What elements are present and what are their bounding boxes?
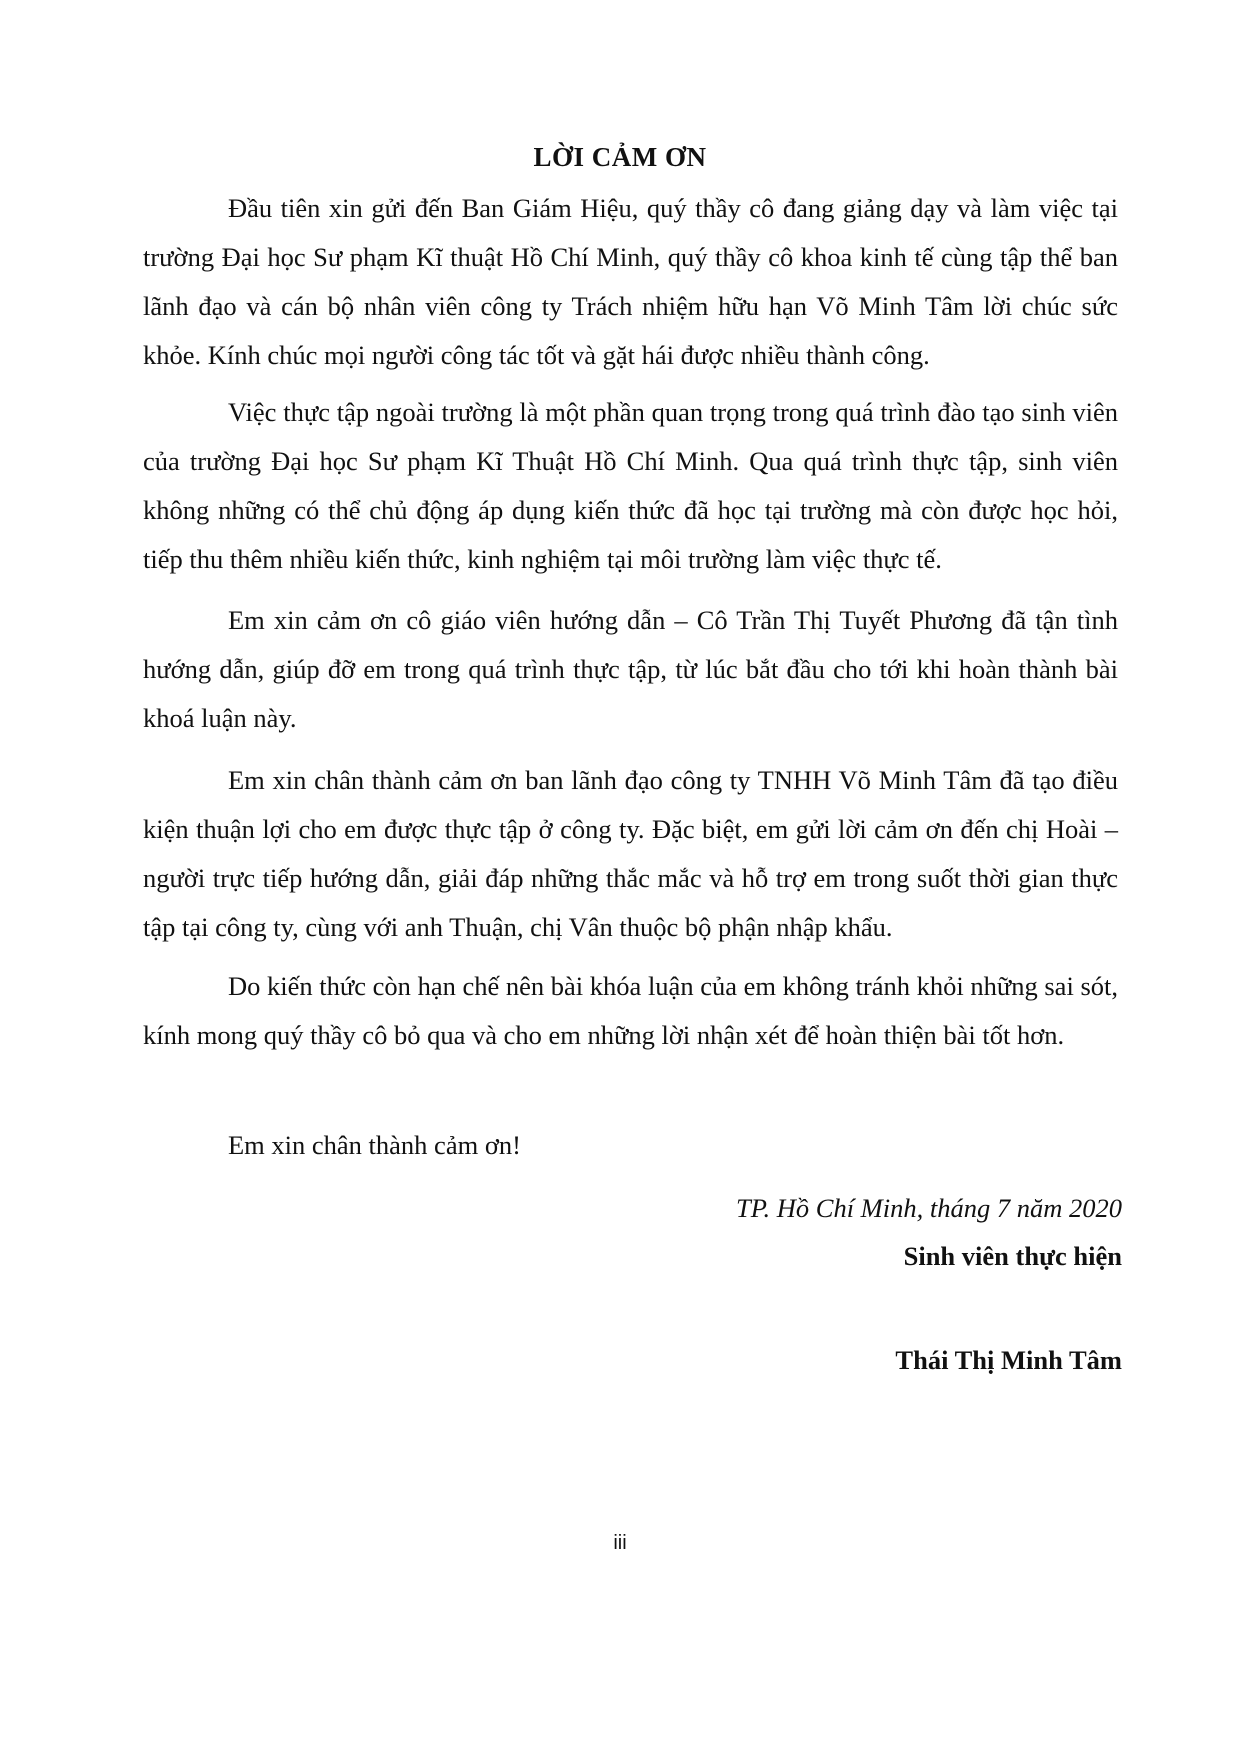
paragraph-internship: Việc thực tập ngoài trường là một phần quan trọng trong quá trình đào tạo sinh viên của trường Đại học Sư phạm Kĩ Thuật Hồ Chí Minh. Qua quá trình thực tập, sinh viên không những có thể chủ động áp dụng kiến thức đã học tại trường mà còn được học hỏi, tiếp thu thêm nhiều kiến thức, kinh nghiệm tại môi trường làm việc thực tế. bbox=[143, 397, 1118, 574]
paragraph-closing: Em xin chân thành cảm ơn! bbox=[228, 1130, 521, 1160]
page-number: iii bbox=[613, 1532, 627, 1554]
signer-role: Sinh viên thực hiện bbox=[903, 1241, 1122, 1271]
paragraph-company-thanks: Em xin chân thành cảm ơn ban lãnh đạo công ty TNHH Võ Minh Tâm đã tạo điều kiện thuận lợi cho em được thực tập ở công ty. Đặc biệt, em gửi lời cảm ơn đến chị Hoài – người trực tiếp hướng dẫn, giải đáp những thắc mắc và hỗ trợ em trong suốt thời gian thực tập tại công ty, cùng với anh Thuận, chị Vân thuộc bộ phận nhập khẩu. bbox=[143, 765, 1118, 942]
paragraph-advisor-thanks: Em xin cảm ơn cô giáo viên hướng dẫn – Cô Trần Thị Tuyết Phương đã tận tình hướng dẫn, giúp đỡ em trong quá trình thực tập, từ lúc bắt đầu cho tới khi hoàn thành bài khoá luận này. bbox=[143, 605, 1118, 733]
page-title: LỜI CẢM ƠN bbox=[533, 142, 707, 172]
paragraph-greeting: Đầu tiên xin gửi đến Ban Giám Hiệu, quý thầy cô đang giảng dạy và làm việc tại trường Đại học Sư phạm Kĩ thuật Hồ Chí Minh, quý thầy cô khoa kinh tế cùng tập thể ban lãnh đạo và cán bộ nhân viên công ty Trách nhiệm hữu hạn Võ Minh Tâm lời chúc sức khỏe. Kính chúc mọi người công tác tốt và gặt hái được nhiều thành công. bbox=[143, 193, 1118, 370]
signer-name: Thái Thị Minh Tâm bbox=[895, 1345, 1122, 1375]
paragraph-apology: Do kiến thức còn hạn chế nên bài khóa luận của em không tránh khỏi những sai sót, kính mong quý thầy cô bỏ qua và cho em những lời nhận xét để hoàn thiện bài tốt hơn. bbox=[143, 971, 1118, 1050]
place-date: TP. Hồ Chí Minh, tháng 7 năm 2020 bbox=[736, 1193, 1122, 1223]
